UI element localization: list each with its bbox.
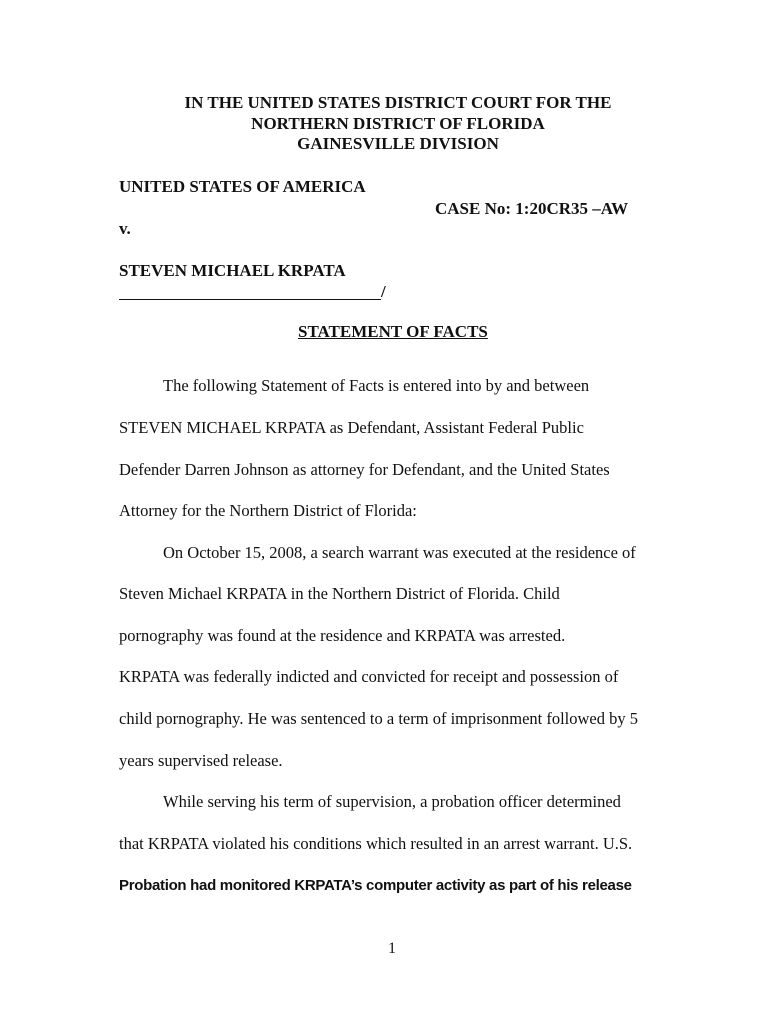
body-line-6: Steven Michael KRPATA in the Northern District of Florida. Child — [119, 584, 560, 603]
court-heading — [0, 93, 768, 155]
body-line-7: pornography was found at the residence and KRPATA was arrested. — [119, 626, 566, 645]
body-line-1: The following Statement of Facts is entered into by and between — [163, 376, 590, 395]
body-line-3: Defender Darren Johnson as attorney for Defendant, and the United States — [119, 460, 610, 479]
document-title: STATEMENT OF FACTS — [298, 322, 488, 341]
court-heading-line-3: GAINESVILLE DIVISION — [297, 134, 499, 153]
page-number: 1 — [388, 940, 396, 957]
defendant-name: STEVEN MICHAEL KRPATA — [119, 261, 346, 280]
body-line-5: On October 15, 2008, a search warrant was executed at the residence of — [163, 543, 636, 562]
plaintiff-name: UNITED STATES OF AMERICA — [119, 177, 366, 196]
caption-signature-line — [119, 283, 381, 300]
body-line-9: child pornography. He was sentenced to a term of imprisonment followed by 5 — [119, 709, 639, 728]
body-line-10: years supervised release. — [119, 751, 283, 770]
versus-label: v. — [119, 219, 131, 238]
body-line-12: that KRPATA violated his conditions which resulted in an arrest warrant. U.S. — [119, 834, 633, 853]
body-line-11: While serving his term of supervision, a probation officer determined — [163, 792, 621, 811]
body-line-8: KRPATA was federally indicted and convicted for receipt and possession of — [119, 667, 619, 686]
case-number: CASE No: 1:20CR35 –AW — [435, 199, 629, 218]
body-line-4: Attorney for the Northern District of Florida: — [119, 501, 417, 520]
body-line-2: STEVEN MICHAEL KRPATA as Defendant, Assistant Federal Public — [119, 418, 584, 437]
body-line-13: Probation had monitored KRPATA’s computer activity as part of his release — [119, 877, 632, 894]
court-heading-line-1: IN THE UNITED STATES DISTRICT COURT FOR THE — [184, 93, 612, 112]
court-heading-line-2: NORTHERN DISTRICT OF FLORIDA — [251, 113, 545, 133]
caption-slash: / — [381, 282, 386, 301]
